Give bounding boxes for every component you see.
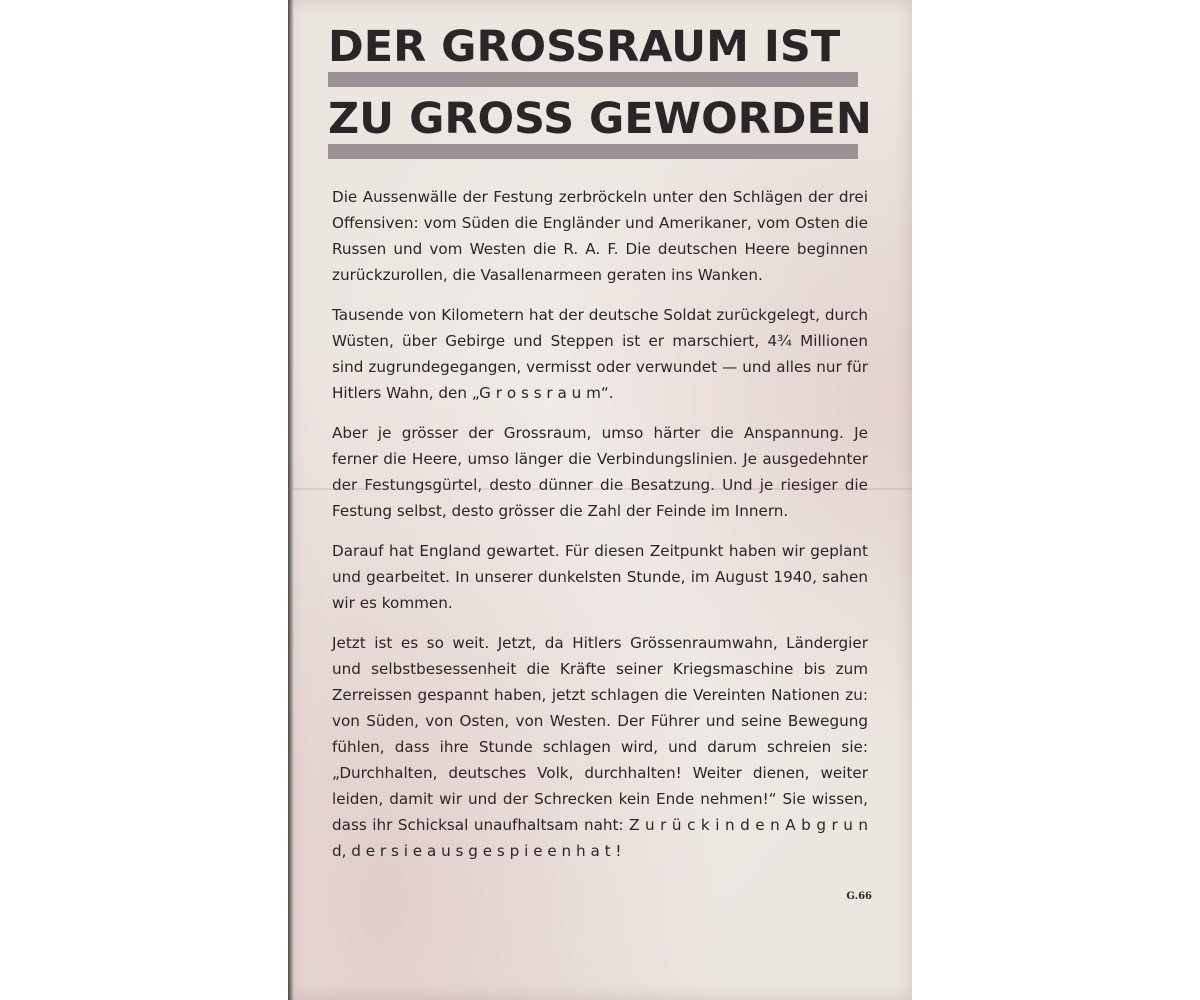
paragraph-4: Darauf hat England gewartet. Für diesen Zeitpunkt haben wir geplant und gearbeitet. In unserer dunkelsten Stunde, im August 1940, sahen wir es kommen.	[332, 542, 868, 612]
headline-line-1: DER GROSSRAUM IST	[328, 22, 841, 72]
headline-line-2: ZU GROSS GEWORDEN	[328, 94, 872, 144]
paragraph-5: Jetzt ist es so weit. Jetzt, da Hitlers Grössenraumwahn, Ländergier und selbstbesessenheit die Kräfte seiner Kriegsmaschine bis zum Zerreissen gespannt haben, jetzt schlagen die Vereinten Nationen zu: von Süden, von Osten, von Westen. Der Führer und seine Bewegung fühlen, dass ihre Stunde schlagen wird, und darum schreien sie: „Durchhalten, deutsches Volk, durchhalten! Weiter dienen, weiter leiden, damit wir und der Schrecken kein Ende nehmen!“ Sie wissen, dass ihr Schicksal unaufhaltsam naht: Z u r ü c k i n d e n A b g r u n d, d e r s i e a u s g e s p i e e n h a t !	[332, 634, 868, 860]
leaflet-page	[288, 0, 912, 1000]
body-text	[332, 184, 868, 878]
paragraph-3: Aber je grösser der Grossraum, umso härter die Anspannung. Je ferner die Heere, umso länger die Verbindungslinien. Je ausgedehnter der Festungsgürtel, desto dünner die Besatzung. Und je riesiger die Festung selbst, desto grösser die Zahl der Feinde im Innern.	[332, 424, 868, 520]
paragraph-1: Die Aussenwälle der Festung zerbröckeln unter den Schlägen der drei Offensiven: vom Süden die Engländer und Amerikaner, vom Osten die Russen und vom Westen die R. A. F. Die deutschen Heere beginnen zurückzurollen, die Vasallenarmeen geraten ins Wanken.	[332, 188, 868, 284]
paragraph-2: Tausende von Kilometern hat der deutsche Soldat zurückgelegt, durch Wüsten, über Gebirge und Steppen ist er marschiert, 4¾ Millionen sind zugrundegegangen, vermisst oder verwundet — und alles nur für Hitlers Wahn, den „G r o s s r a u m“.	[332, 306, 868, 402]
leaflet-code: G.66	[846, 891, 872, 902]
headline-underline-1	[328, 72, 858, 87]
headline-underline-2	[328, 144, 858, 159]
